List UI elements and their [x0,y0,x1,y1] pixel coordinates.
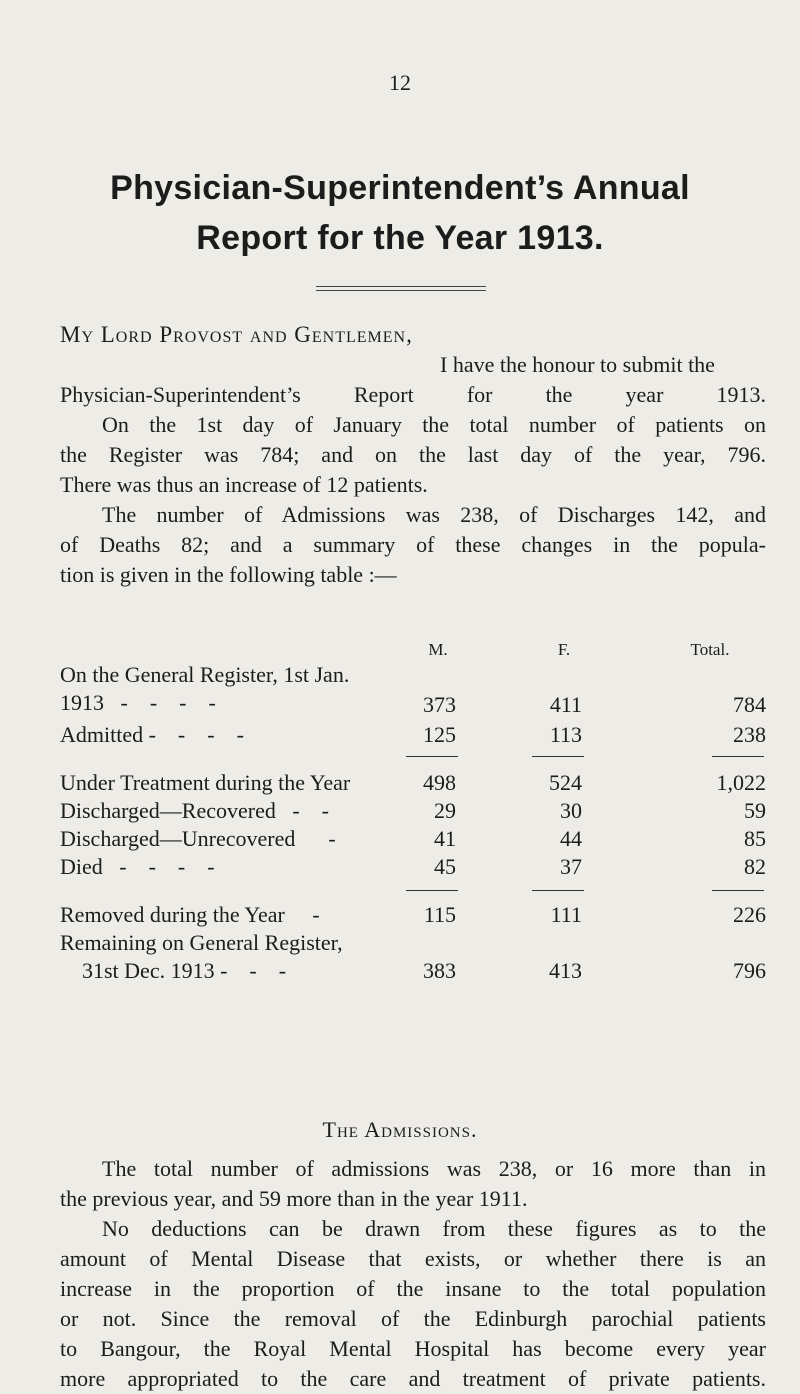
intro-line: On the 1st day of January the total number of patients on [102,412,766,437]
title-divider-lower [316,290,486,291]
cell-m: 45 [434,854,456,879]
title-divider-upper [316,286,486,287]
row-label-continued: 31st Dec. 1913 - - - [82,958,287,983]
intro-line: the Register was 784; and on the last day of the year, 796. [60,442,766,467]
intro-line: tion is given in the following table :— [60,562,397,587]
header-total: Total. [690,640,730,659]
cell-f: 111 [550,902,582,927]
admissions-line: to Bangour, the Royal Mental Hospital has become every year [60,1336,766,1361]
cell-total: 1,022 [716,770,766,795]
admissions-line: No deductions can be drawn from these figures as to the [102,1216,766,1241]
cell-f: 44 [560,826,582,851]
row-label: Discharged—Recovered - - [60,798,329,823]
population-table [60,640,770,1060]
row-label: Admitted - - - - [60,722,244,747]
row-label: On the General Register, 1st Jan. [60,662,350,687]
cell-m: 373 [423,692,456,717]
sum-rule [712,756,764,757]
admissions-line: The total number of admissions was 238, or 16 more than in [102,1156,766,1181]
admissions-paragraph [60,1154,766,1394]
sum-rule [712,890,764,891]
admissions-line: the previous year, and 59 more than in the year 1911. [60,1186,528,1211]
cell-m: 125 [423,722,456,747]
row-label-continued: 1913 - - - - [60,690,216,715]
cell-f: 113 [549,722,582,747]
cell-f: 411 [549,692,582,717]
cell-m: 383 [423,958,456,983]
title-line-2: Report for the Year 1913. [196,219,604,257]
row-label: Under Treatment during the Year [60,770,351,795]
cell-m: 498 [423,770,456,795]
cell-m: 29 [434,798,456,823]
row-label: Removed during the Year - [60,902,320,927]
intro-line: The number of Admissions was 238, of Discharges 142, and [102,502,766,527]
admissions-line: more appropriated to the care and treatment of private patients. [60,1366,766,1391]
cell-f: 37 [560,854,582,879]
cell-f: 30 [560,798,582,823]
cell-total: 784 [733,692,766,717]
admissions-line: increase in the proportion of the insane to the total population [60,1276,766,1301]
row-label: Died - - - - [60,854,215,879]
intro-line: of Deaths 82; and a summary of these changes in the popula- [60,532,766,557]
sum-rule [406,756,458,757]
cell-total: 85 [744,826,766,851]
cell-total: 82 [744,854,766,879]
admissions-line: amount of Mental Disease that exists, or whether there is an [60,1246,766,1271]
cell-f: 524 [549,770,582,795]
sum-rule [406,890,458,891]
salutation: My Lord Provost and Gentlemen, [60,322,413,347]
row-label: Discharged—Unrecovered - [60,826,336,851]
header-f: F. [557,640,571,659]
cell-total: 796 [733,958,766,983]
cell-f: 413 [549,958,582,983]
title-line-1: Physician-Superintendent’s Annual [110,169,690,207]
section-heading: The Admissions. [322,1117,478,1142]
row-label: Remaining on General Register, [60,930,343,955]
cell-total: 59 [744,798,766,823]
cell-total: 238 [733,722,766,747]
cell-total: 226 [733,902,766,927]
cell-m: 41 [434,826,456,851]
intro-line: There was thus an increase of 12 patients. [60,472,428,497]
intro-paragraph [60,350,766,590]
cell-m: 115 [423,902,456,927]
admissions-line: or not. Since the removal of the Edinburgh parochial patients [60,1306,766,1331]
sum-rule [532,756,584,757]
report-title [0,163,800,263]
intro-line: I have the honour to submit the [440,352,715,377]
page-number: 12 [389,70,411,95]
header-m: M. [428,640,448,659]
sum-rule [532,890,584,891]
intro-line: Physician-Superintendent’s Report for the year 1913. [60,382,766,407]
